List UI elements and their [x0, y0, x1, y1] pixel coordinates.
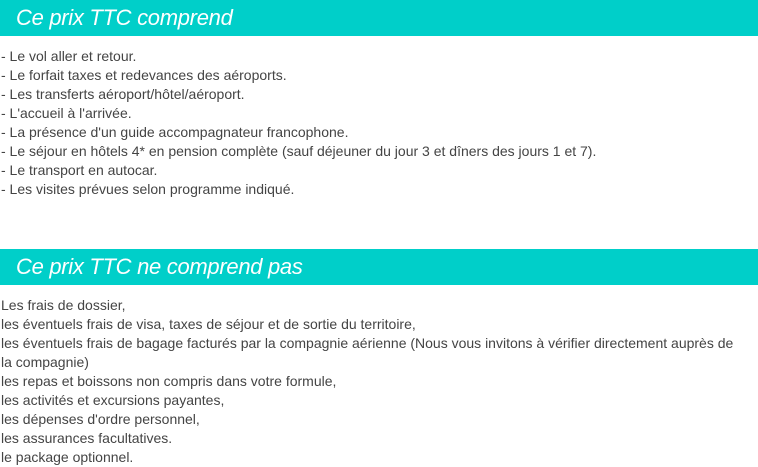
list-item: - Le séjour en hôtels 4* en pension complète (sauf déjeuner du jour 3 et dîners des jours 1 et 7).	[1, 143, 597, 159]
list-item: le package optionnel.	[1, 449, 134, 465]
list-item: les activités et excursions payantes,	[1, 392, 225, 408]
excluded-list	[1, 296, 741, 467]
list-item: les éventuels frais de visa, taxes de séjour et de sortie du territoire,	[1, 316, 416, 332]
list-item: - Les transferts aéroport/hôtel/aéroport.	[1, 86, 245, 102]
list-item: les assurances facultatives.	[1, 430, 173, 446]
list-item: - Le transport en autocar.	[1, 162, 158, 178]
list-item: les éventuels frais de bagage facturés par la compagnie aérienne (Nous vous invitons à vérifier directement auprès de la compagnie)	[1, 335, 734, 370]
list-item: les dépenses d'ordre personnel,	[1, 411, 200, 427]
excluded-section-title: Ce prix TTC ne comprend pas	[0, 249, 758, 285]
list-item: les repas et boissons non compris dans votre formule,	[1, 373, 337, 389]
list-item: - Les visites prévues selon programme indiqué.	[1, 181, 295, 197]
list-item: - La présence d'un guide accompagnateur francophone.	[1, 124, 349, 140]
list-item: - Le forfait taxes et redevances des aéroports.	[1, 67, 287, 83]
list-item: Les frais de dossier,	[1, 297, 126, 313]
list-item: - L'accueil à l'arrivée.	[1, 105, 132, 121]
included-section-title: Ce prix TTC comprend	[0, 0, 758, 36]
list-item: - Le vol aller et retour.	[1, 48, 137, 64]
included-list	[1, 47, 741, 199]
